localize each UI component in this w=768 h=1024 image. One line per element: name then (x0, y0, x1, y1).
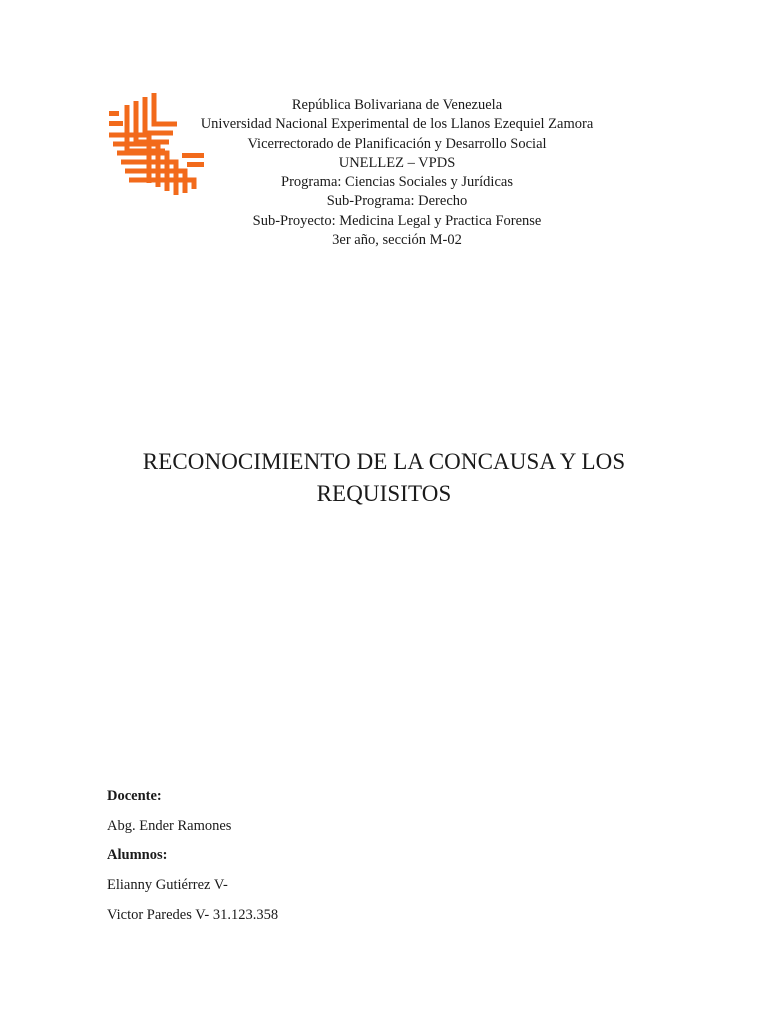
header-line-acronym: UNELLEZ – VPDS (338, 154, 456, 171)
header-line-sub-project: Sub-Proyecto: Medicina Legal y Practica Forense (252, 212, 542, 229)
header-line-vice-rectorate: Vicerrectorado de Planificación y Desarrollo Social (247, 135, 547, 152)
document-title (84, 446, 684, 510)
students-label: Alumnos: (107, 847, 168, 864)
student-name: Victor Paredes V- 31.123.358 (107, 906, 279, 923)
header-line-republic: República Bolivariana de Venezuela (291, 97, 503, 113)
institution-header (187, 96, 607, 250)
student-name: Elianny Gutiérrez V- (107, 877, 228, 894)
header-line-program: Programa: Ciencias Sociales y Jurídicas (281, 174, 513, 191)
header-line-university: Universidad Nacional Experimental de los Llanos Ezequiel Zamora (200, 116, 594, 133)
document-title-line-2: REQUISITOS (316, 481, 452, 506)
credits-block (107, 786, 507, 934)
header-line-year-section: 3er año, sección M-02 (332, 232, 462, 249)
header-line-sub-program: Sub-Programa: Derecho (326, 193, 468, 210)
teacher-name: Abg. Ender Ramones (107, 817, 232, 834)
document-title-line-1: RECONOCIMIENTO DE LA CONCAUSA Y LOS (142, 449, 626, 474)
teacher-label: Docente: (107, 788, 162, 804)
